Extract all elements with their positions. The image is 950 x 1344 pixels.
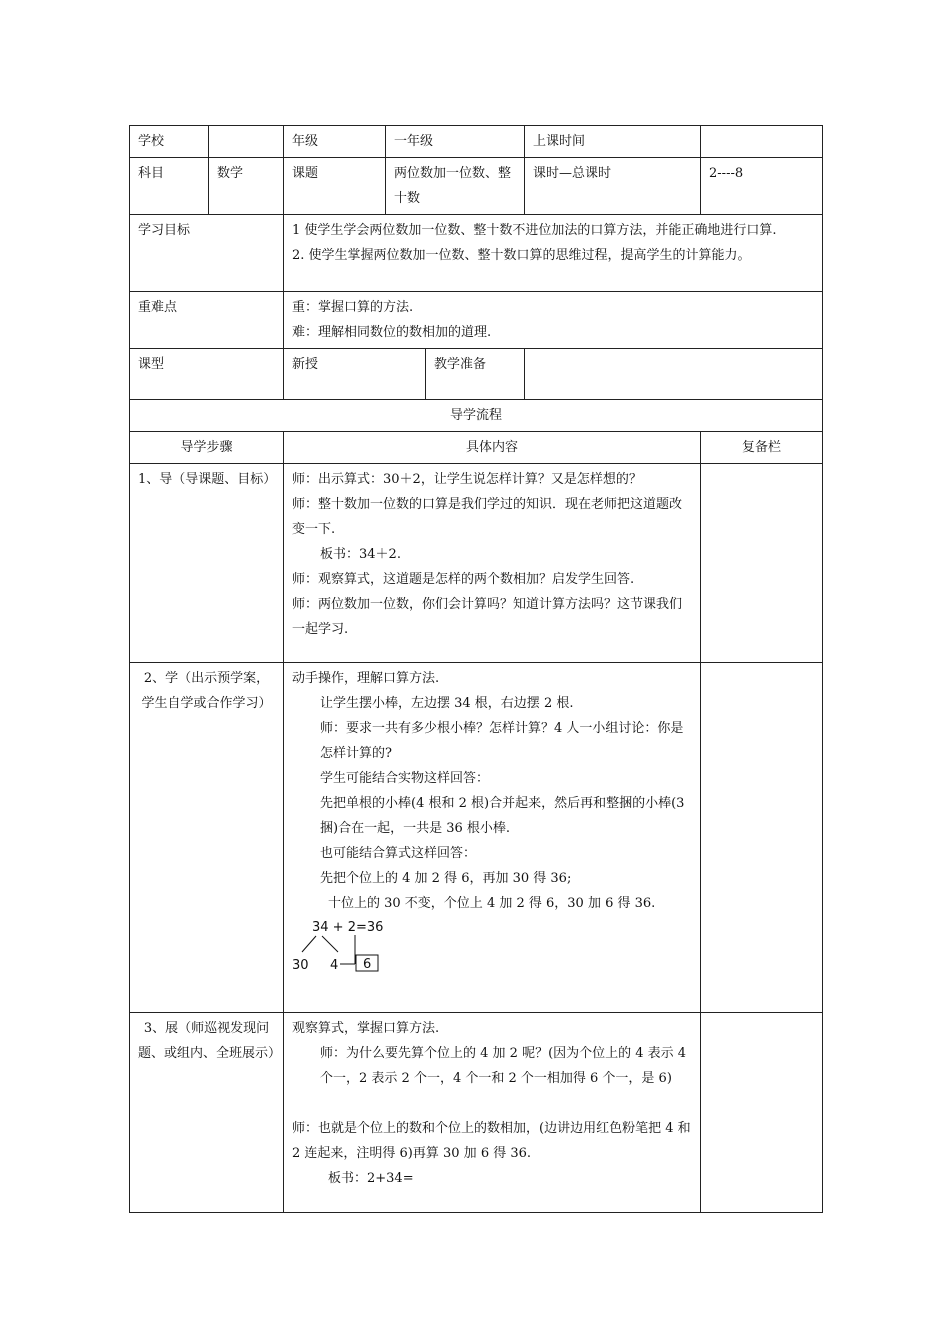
lesson-plan-table: [129, 125, 823, 1213]
time-label: 上课时间: [525, 126, 701, 158]
content-line: 先把个位上的 4 加 2 得 6，再加 30 得 36;: [320, 871, 572, 886]
step-row-3: [130, 1013, 823, 1213]
content-line: 板书：34＋2.: [320, 547, 401, 562]
column-header-row: [130, 432, 823, 464]
goals-row: [130, 215, 823, 292]
step-row-1: [130, 464, 823, 663]
goal-line: 1 使学生学会两位数加一位数、整十数不进位加法的口算方法，并能正确地进行口算.: [292, 223, 777, 238]
step-content: [284, 663, 701, 1013]
subject-label: 科目: [130, 158, 209, 215]
step-row-2: [130, 663, 823, 1013]
lesson-type-value: 新授: [284, 349, 426, 400]
blank-line: [292, 1091, 692, 1116]
content-line: 学生可能结合实物这样回答：: [320, 771, 490, 786]
goals-label: 学习目标: [130, 215, 284, 292]
content-line: 板书：2+34=: [328, 1171, 414, 1186]
grade-label: 年级: [284, 126, 386, 158]
content-line: 师：整十数加一位数的口算是我们学过的知识．现在老师把这道题改变一下.: [292, 497, 683, 537]
header-row-1: [130, 126, 823, 158]
step-name: 2、学（出示预学案，学生自学或合作学习）: [130, 663, 284, 1013]
step-notes: [701, 663, 823, 1013]
col-header-step: 导学步骤: [130, 432, 284, 464]
goal-line: 2. 使学生掌握两位数加一位数、整十数口算的思维过程，提高学生的计算能力。: [292, 248, 751, 263]
split-line-right: [322, 936, 338, 952]
diagram-tens: 30: [292, 958, 309, 973]
diagram-result: 6: [363, 957, 372, 972]
header-row-2: [130, 158, 823, 215]
lesson-type-row: [130, 349, 823, 400]
col-header-notes: 复备栏: [701, 432, 823, 464]
content-line: 动手操作，理解口算方法.: [292, 671, 440, 686]
period-value: 2----8: [701, 158, 823, 215]
split-diagram: [292, 918, 402, 974]
goals-content: [284, 215, 823, 292]
content-line: 师：两位数加一位数，你们会计算吗？知道计算方法吗？这节课我们一起学习.: [292, 597, 683, 637]
diagram-ones: 4: [330, 958, 339, 973]
subject-value: 数学: [209, 158, 284, 215]
key-point-line: 难：理解相同数位的数相加的道理.: [292, 325, 492, 340]
school-value: [209, 126, 284, 158]
diagram-equation: 34 + 2=36: [312, 920, 384, 935]
flow-title-row: [130, 400, 823, 432]
grade-value: 一年级: [386, 126, 525, 158]
step-content: [284, 1013, 701, 1213]
flow-title: 导学流程: [130, 400, 823, 432]
key-points-row: [130, 292, 823, 349]
split-line-left: [302, 936, 316, 952]
prep-label: 教学准备: [426, 349, 525, 400]
content-line: 让学生摆小棒，左边摆 34 根，右边摆 2 根.: [320, 696, 574, 711]
step-name: 1、导（导课题、目标）: [130, 464, 284, 663]
content-line: 师：出示算式：30＋2，让学生说怎样计算？又是怎样想的？: [292, 472, 642, 487]
lesson-type-label: 课型: [130, 349, 284, 400]
key-point-line: 重：掌握口算的方法.: [292, 300, 414, 315]
content-line: 师：也就是个位上的数和个位上的数相加，(边讲边用红色粉笔把 4 和 2 连起来，注明得 6)再算 30 加 6 得 36.: [292, 1121, 691, 1161]
content-line: 师：要求一共有多少根小棒？怎样计算？4 人一小组讨论：你是怎样计算的?: [320, 721, 684, 761]
content-line: 师：观察算式，这道题是怎样的两个数相加？启发学生回答.: [292, 572, 635, 587]
step-name: 3、展（师巡视发现问题、或组内、全班展示）: [130, 1013, 284, 1213]
topic-value: 两位数加一位数、整十数: [386, 158, 525, 215]
content-line: 也可能结合算式这样回答：: [320, 846, 477, 861]
step-content: [284, 464, 701, 663]
content-line: 师：为什么要先算个位上的 4 加 2 呢？(因为个位上的 4 表示 4 个一，2 表示 2 个一，4 个一和 2 个一相加得 6 个一，是 6): [320, 1046, 687, 1086]
period-label: 课时—总课时: [525, 158, 701, 215]
step-notes: [701, 464, 823, 663]
col-header-content: 具体内容: [284, 432, 701, 464]
key-points-content: [284, 292, 823, 349]
time-value: [701, 126, 823, 158]
content-line: 先把单根的小棒(4 根和 2 根)合并起来，然后再和整捆的小棒(3 捆)合在一起，一共是 36 根小棒.: [320, 796, 685, 836]
topic-label: 课题: [284, 158, 386, 215]
prep-value: [525, 349, 823, 400]
content-line: 观察算式，掌握口算方法.: [292, 1021, 440, 1036]
content-line: 十位上的 30 不变，个位上 4 加 2 得 6，30 加 6 得 36.: [328, 896, 656, 911]
school-label: 学校: [130, 126, 209, 158]
key-points-label: 重难点: [130, 292, 284, 349]
step-notes: [701, 1013, 823, 1213]
